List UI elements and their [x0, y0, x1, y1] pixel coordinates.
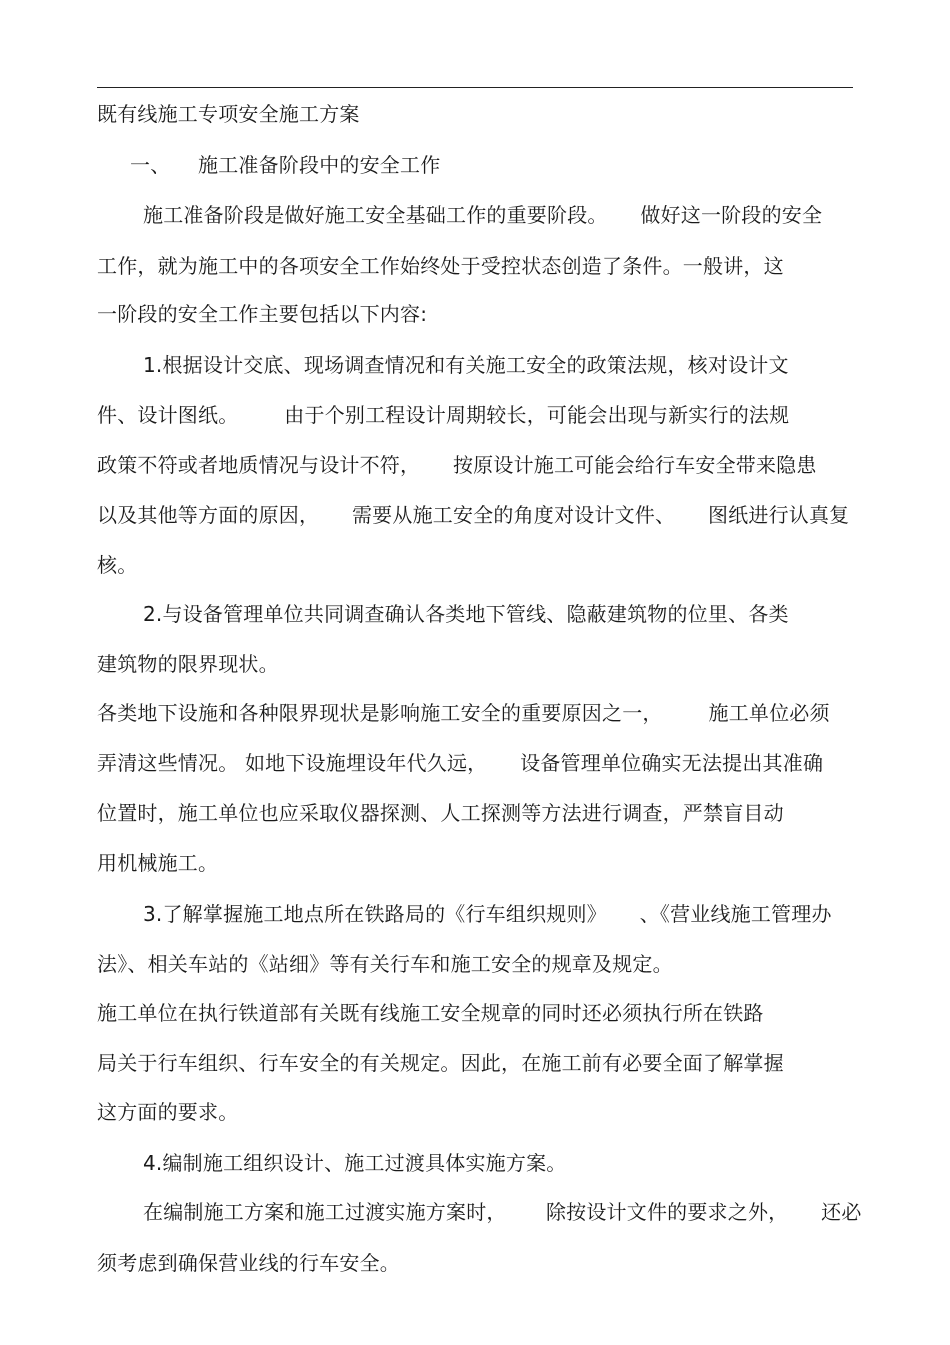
paragraph-line: 各类地下设施和各种限界现状是影响施工安全的重要原因之一， 施工单位必须	[97, 701, 830, 725]
paragraph-line: 局关于行车组织、行车安全的有关规定。因此，在施工前有必要全面了解掌握	[97, 1051, 784, 1075]
header-rule	[97, 87, 853, 88]
list-item-line: 1.根据设计交底、现场调查情况和有关施工安全的政策法规，核对设计文	[143, 353, 789, 377]
paragraph-line: 施工单位在执行铁道部有关既有线施工安全规章的同时还必须执行所在铁路	[97, 1001, 764, 1025]
list-item-line: 建筑物的限界现状。	[97, 652, 279, 676]
document-title: 既有线施工专项安全施工方案	[97, 102, 360, 126]
paragraph-line: 用机械施工。	[97, 851, 219, 875]
list-item-line: 件、设计图纸。 由于个别工程设计周期较长，可能会出现与新实行的法规	[97, 403, 790, 427]
paragraph-line: 在编制施工方案和施工过渡实施方案时， 除按设计文件的要求之外， 还必	[143, 1200, 862, 1224]
paragraph-line: 这方面的要求。	[97, 1100, 239, 1124]
paragraph-line: 须考虑到确保营业线的行车安全。	[97, 1251, 400, 1275]
list-item-line: 3.了解掌握施工地点所在铁路局的《行车组织规则》 、《营业线施工管理办	[143, 902, 832, 926]
paragraph-line: 位置时，施工单位也应采取仪器探测、人工探测等方法进行调查，严禁盲目动	[97, 801, 784, 825]
section-number: 一、	[130, 153, 171, 177]
paragraph-line: 一阶段的安全工作主要包括以下内容:	[97, 302, 428, 326]
list-item-line: 4.编制施工组织设计、施工过渡具体实施方案。	[143, 1151, 567, 1175]
list-item-line: 以及其他等方面的原因， 需要从施工安全的角度对设计文件、 图纸进行认真复	[97, 503, 850, 527]
list-item-line: 2.与设备管理单位共同调查确认各类地下管线、隐蔽建筑物的位里、各类	[143, 602, 789, 626]
list-item-line: 核。	[97, 553, 138, 577]
paragraph-line: 弄清这些情况。 如地下设施埋设年代久远， 设备管理单位确实无法提出其准确	[97, 751, 824, 775]
list-item-line: 政策不符或者地质情况与设计不符， 按原设计施工可能会给行车安全带来隐患	[97, 453, 817, 477]
paragraph-line: 施工准备阶段是做好施工安全基础工作的重要阶段。 做好这一阶段的安全	[143, 203, 823, 227]
section-heading: 施工准备阶段中的安全工作	[198, 153, 441, 177]
list-item-line: 法》、相关车站的《站细》等有关行车和施工安全的规章及规定。	[97, 952, 673, 976]
paragraph-line: 工作，就为施工中的各项安全工作始终处于受控状态创造了条件。一般讲，这	[97, 254, 784, 278]
